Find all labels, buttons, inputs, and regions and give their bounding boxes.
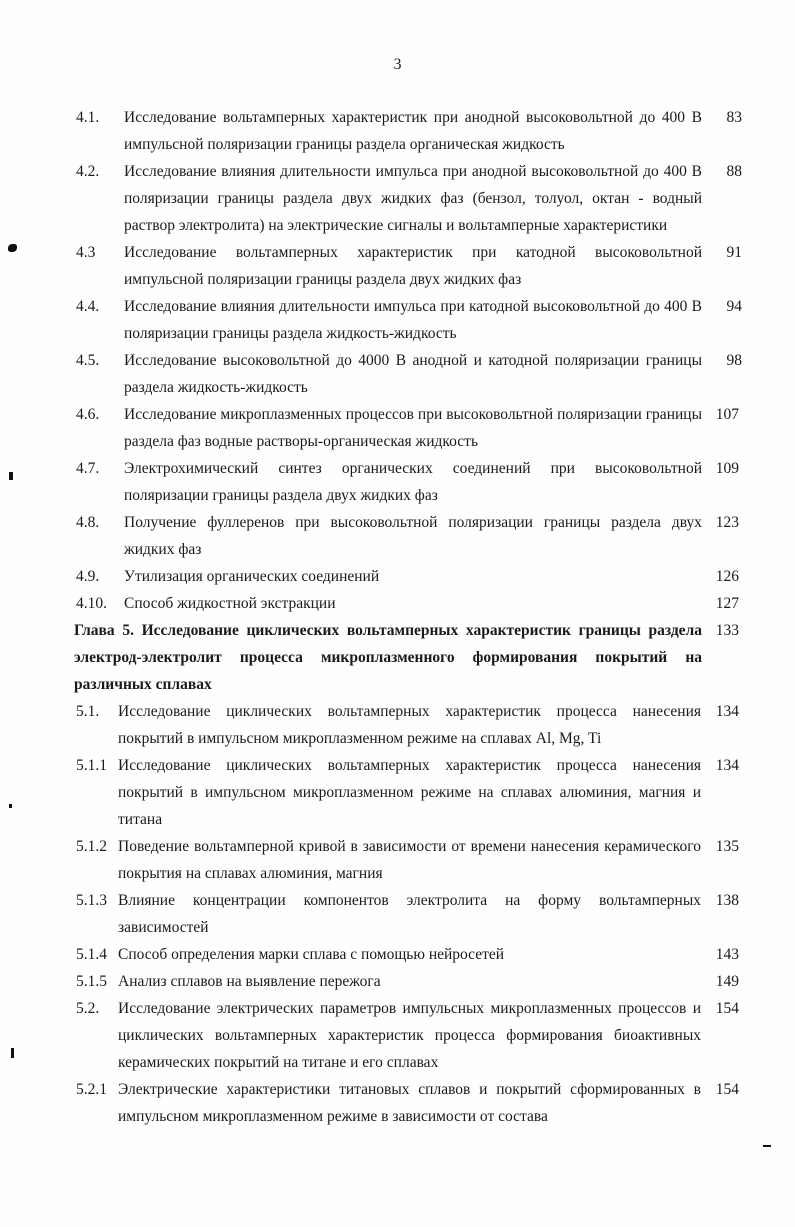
toc-entry (0, 752, 795, 833)
toc-entry-number: 5.1.3 (76, 892, 107, 909)
toc-entry (0, 239, 795, 293)
toc-entry-title: Исследование влияния длительности импульса при анодной высоковольтной до 400 В поляризации границы раздела двух жидких фаз (бензол, толуол, октан - водный раствор электролита) на электрические сигналы и вольтамперные характеристики (124, 163, 702, 234)
toc-entry-number: 4.3 (76, 244, 96, 261)
toc-entry-page: 94 (726, 298, 742, 315)
toc-entry-page: 123 (715, 514, 739, 531)
toc-entry-title: Электрохимический синтез органических соединений при высоковольтной поляризации границы раздела двух жидких фаз (124, 460, 702, 504)
toc-entry-page: 134 (715, 757, 739, 774)
toc-entry-number: 4.9. (76, 568, 100, 585)
toc-entry (0, 1076, 795, 1130)
scan-speck (763, 1145, 771, 1147)
toc-entry-title: Исследование влияния длительности импульса при катодной высоковольтной до 400 В поляризации границы раздела жидкость-жидкость (124, 298, 702, 342)
scan-speck (9, 804, 12, 808)
toc-entry-number: 4.4. (76, 298, 100, 315)
scan-speck (9, 472, 13, 480)
toc-entry (0, 455, 795, 509)
toc-entry (0, 104, 795, 158)
toc-entry-title: Утилизация органических соединений (124, 568, 380, 585)
toc-entry-number: 5.2.1 (76, 1081, 107, 1098)
toc-entry-title: Исследование циклических вольтамперных характеристик процесса нанесения покрытий в импульсном микроплазменном режиме на сплавах Al, Mg, Ti (118, 703, 701, 747)
toc-entry-page: 154 (715, 1000, 739, 1017)
toc-entry-page: 88 (726, 163, 742, 180)
toc-entry-page: 133 (715, 622, 739, 639)
toc-entry-title: Исследование электрических параметров импульсных микроплазменных процессов и циклических вольтамперных характеристик процесса формирования биоактивных керамических покрытий на титане и его сплавах (118, 1000, 701, 1071)
toc-entry-page: 98 (726, 352, 742, 369)
toc-entry-number: 4.6. (76, 406, 100, 423)
toc-entry-page: 134 (715, 703, 739, 720)
toc-entry-page: 143 (715, 946, 739, 963)
toc-entry (0, 347, 795, 401)
toc-entry-title: Исследование высоковольтной до 4000 В анодной и катодной поляризации границы раздела жидкость-жидкость (124, 352, 702, 396)
toc-entry-title: Исследование вольтамперных характеристик при анодной высоковольтной до 400 В импульсной поляризации границы раздела органическая жидкость (124, 109, 702, 153)
toc-entry-number: 5.1.2 (76, 838, 107, 855)
toc-entry-title: Исследование микроплазменных процессов при высоковольтной поляризации границы раздела фаз водные растворы-органическая жидкость (124, 406, 702, 450)
chapter-title: Глава 5. Исследование циклических вольтамперных характеристик границы раздела электрод-электролит процесса микроплазменного формирования покрытий на различных сплавах (74, 622, 702, 693)
toc-entry-number: 4.7. (76, 460, 100, 477)
toc-entry (0, 995, 795, 1076)
toc-entry (0, 887, 795, 941)
toc-entry-page: 126 (715, 568, 739, 585)
page-number: 3 (393, 56, 402, 73)
scan-speck (11, 1048, 14, 1058)
toc-entry (0, 941, 795, 968)
toc-entry-title: Способ жидкостной экстракции (124, 595, 336, 612)
toc-entry-page: 107 (715, 406, 739, 423)
toc-entry-page: 138 (715, 892, 739, 909)
toc-entry (0, 833, 795, 887)
toc-entry-title: Влияние концентрации компонентов электролита на форму вольтамперных зависимостей (118, 892, 701, 936)
toc-entry (0, 590, 795, 617)
toc-entry (0, 968, 795, 995)
toc-entry-title: Исследование вольтамперных характеристик при катодной высоковольтной импульсной поляризации границы раздела двух жидких фаз (124, 244, 702, 288)
toc-entry-page: 83 (726, 109, 742, 126)
toc-entry-number: 5.1.5 (76, 973, 107, 990)
toc-entry (0, 293, 795, 347)
scan-speck (8, 244, 17, 252)
toc-entry-number: 4.5. (76, 352, 100, 369)
toc-entry (0, 509, 795, 563)
toc-entry-title: Анализ сплавов на выявление пережога (118, 973, 381, 990)
toc-entry-number: 5.2. (76, 1000, 100, 1017)
toc-entry-page: 149 (715, 973, 739, 990)
toc-entry-page: 109 (715, 460, 739, 477)
toc-entry-number: 4.10. (76, 595, 107, 612)
toc-entry-title: Поведение вольтамперной кривой в зависимости от времени нанесения керамического покрытия на сплавах алюминия, магния (118, 838, 701, 882)
toc-entry (0, 698, 795, 752)
toc-entry-page: 91 (726, 244, 742, 261)
toc-entry (0, 401, 795, 455)
toc-entry (0, 563, 795, 590)
toc-entry-title: Исследование циклических вольтамперных характеристик процесса нанесения покрытий в импульсном микроплазменном режиме на сплавах алюминия, магния и титана (118, 757, 701, 828)
toc-entry-page: 127 (715, 595, 739, 612)
toc-entry-number: 5.1.4 (76, 946, 107, 963)
toc-entry-number: 5.1.1 (76, 757, 107, 774)
toc-entry-number: 4.1. (76, 109, 100, 126)
toc-entry (0, 158, 795, 239)
toc-entry-page: 135 (715, 838, 739, 855)
table-of-contents (0, 104, 795, 1130)
toc-chapter-heading (0, 617, 795, 698)
toc-entry-title: Электрические характеристики титановых сплавов и покрытий сформированных в импульсном микроплазменном режиме в зависимости от состава (118, 1081, 701, 1125)
toc-entry-number: 4.8. (76, 514, 100, 531)
toc-entry-title: Способ определения марки сплава с помощью нейросетей (118, 946, 505, 963)
toc-entry-page: 154 (715, 1081, 739, 1098)
toc-entry-number: 4.2. (76, 163, 100, 180)
toc-entry-title: Получение фуллеренов при высоковольтной поляризации границы раздела двух жидких фаз (124, 514, 702, 558)
toc-entry-number: 5.1. (76, 703, 100, 720)
